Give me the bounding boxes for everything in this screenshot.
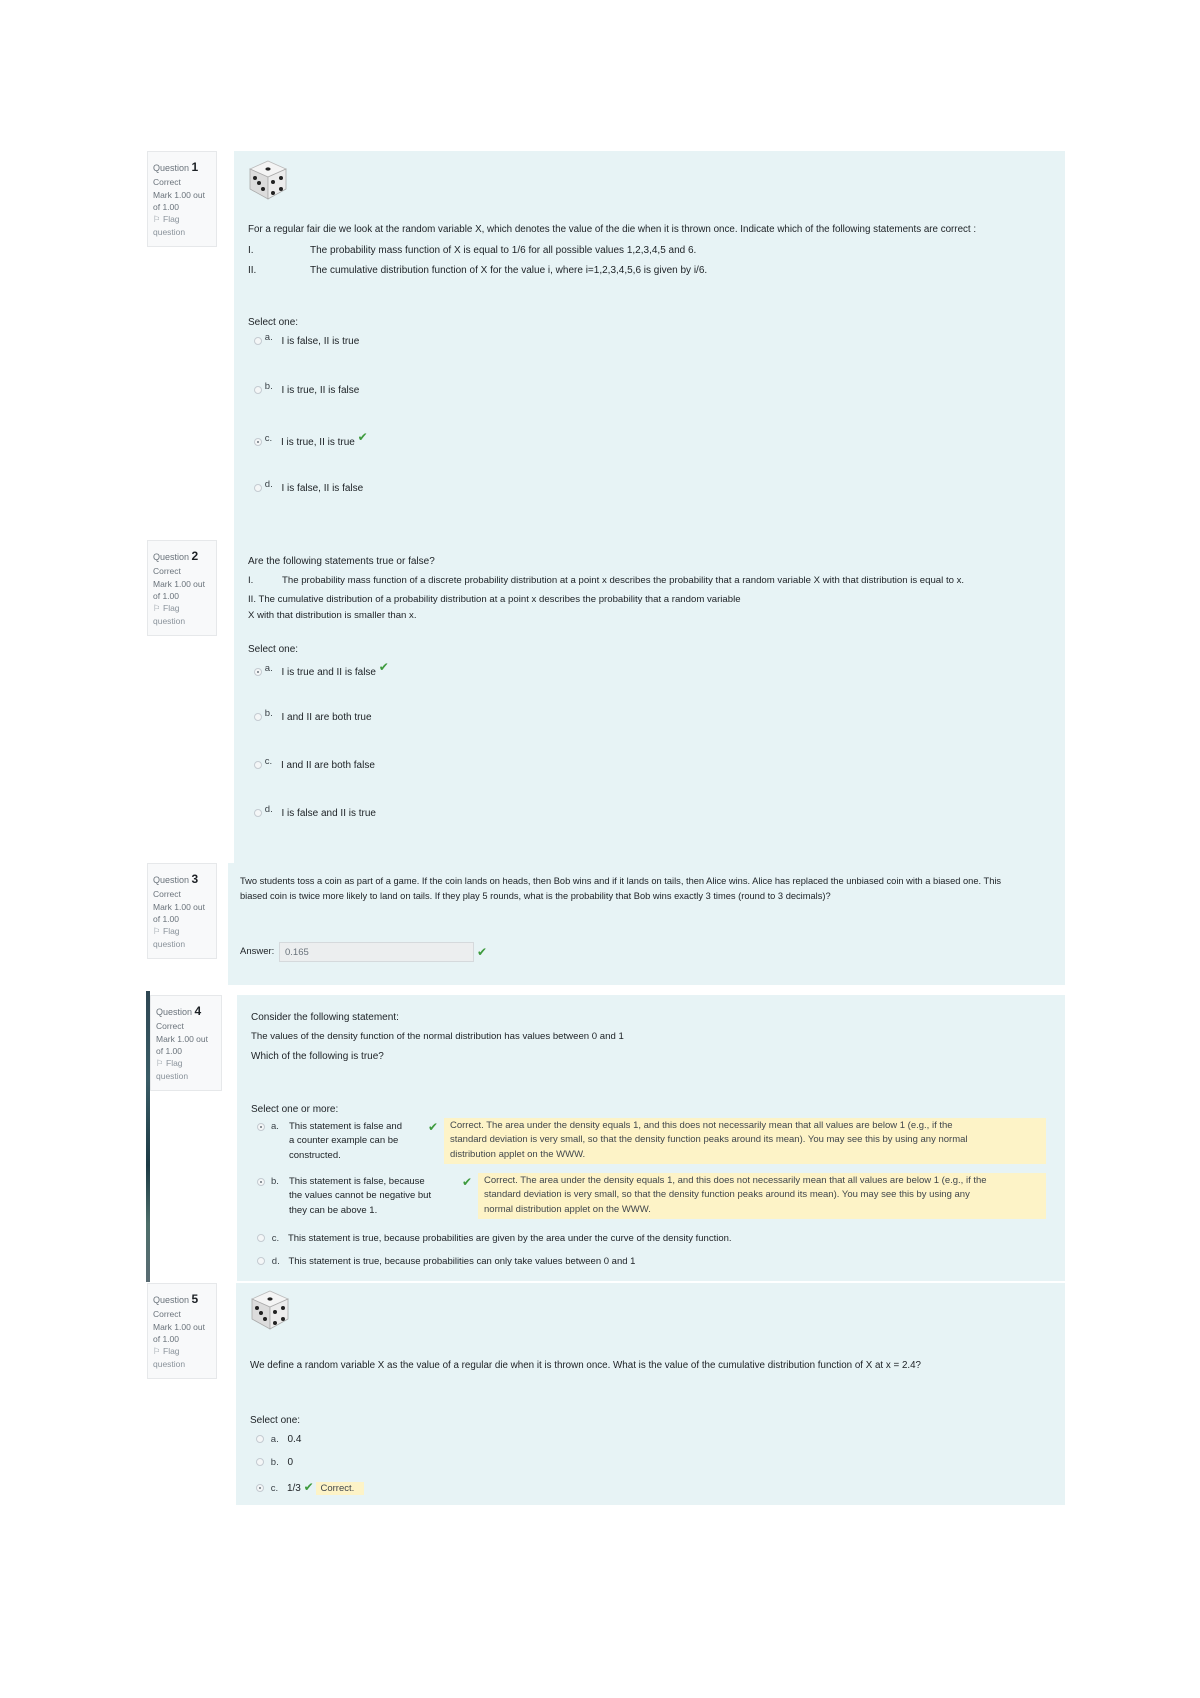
- answer-label: Answer:: [240, 946, 275, 957]
- question-stem-line-1: Two students toss a coin as part of a game. If the coin lands on heads, then Bob wins and if it lands on tails, then Alice wins. Alice has replaced the unbiased coin with a biased one. This: [240, 876, 1002, 886]
- radio-button[interactable]: [254, 761, 262, 769]
- checkbox-selected[interactable]: [257, 1178, 265, 1186]
- question-mark: Mark 1.00 out of 1.00: [153, 1321, 205, 1345]
- flag-question-link[interactable]: ⚐ Flag question: [156, 1058, 189, 1081]
- question-state: Correct: [153, 177, 181, 188]
- question-info-4: Question 4 Correct Mark 1.00 out of 1.00 ⚐ Flag question: [150, 995, 222, 1091]
- question-info-1: Question 1 Correct Mark 1.00 out of 1.00 ⚐ Flag question: [147, 151, 217, 247]
- checkbox-selected[interactable]: [257, 1123, 265, 1131]
- statement-2-line-2: X with that distribution is smaller than x.: [248, 610, 417, 621]
- checkmark-icon: ✔: [462, 1175, 473, 1189]
- question-info-5: Question 5 Correct Mark 1.00 out of 1.00 ⚐ Flag question: [147, 1283, 217, 1379]
- option-c[interactable]: c. 1/3 ✔ Correct.: [256, 1478, 364, 1496]
- flag-question-link[interactable]: ⚐ Flag question: [153, 214, 186, 237]
- checkmark-icon: ✔: [477, 945, 488, 959]
- option-a[interactable]: a. 0.4: [256, 1432, 301, 1447]
- question-state: Correct: [153, 889, 181, 900]
- question-number: 1: [191, 160, 199, 174]
- question-number: 2: [191, 549, 199, 563]
- question-content-1: [234, 151, 1065, 544]
- dice-icon: [246, 158, 290, 202]
- question-state: Correct: [153, 1309, 181, 1320]
- checkmark-icon: ✔: [428, 1120, 439, 1134]
- option-d[interactable]: d. I is false and II is true: [254, 806, 376, 821]
- question-mark: Mark 1.00 out of 1.00: [153, 189, 205, 213]
- option-d[interactable]: d. This statement is true, because probabilities can only take values between 0 and 1: [257, 1254, 635, 1269]
- radio-button[interactable]: [254, 809, 262, 817]
- question-prompt: Which of the following is true?: [251, 1051, 384, 1062]
- radio-button[interactable]: [254, 484, 262, 492]
- statement-2-line-1: II. The cumulative distribution of a probability distribution at a point x describes the probability that a random variable: [248, 594, 741, 605]
- dice-icon: [248, 1288, 292, 1332]
- question-intro: Consider the following statement:: [251, 1012, 399, 1023]
- question-statement: The values of the density function of the normal distribution has values between 0 and 1: [251, 1031, 624, 1042]
- select-label: Select one or more:: [251, 1104, 339, 1115]
- question-mark: Mark 1.00 out of 1.00: [153, 901, 205, 925]
- statement-1: I. The probability mass function of a discrete probability distribution at a point x describes the probability that a random variable X with that distribution is equal to x.: [248, 575, 965, 586]
- checkbox[interactable]: [257, 1234, 265, 1242]
- question-content-2: [234, 540, 1065, 864]
- select-label: Select one:: [250, 1415, 301, 1426]
- question-stem-line-2: biased coin is twice more likely to land on tails. If they play 5 rounds, what is the probability that Bob wins exactly 3 times (round to 3 decimals)?: [240, 891, 831, 901]
- question-state: Correct: [156, 1021, 184, 1032]
- question-number: 3: [191, 872, 199, 886]
- checkmark-icon: ✔: [378, 660, 389, 674]
- feedback-box: Correct. The area under the density equals 1, and this does not necessarily mean that all values are below 1 (e.g., if the standard deviation is very small, so that the density function peaks around its mean). You may see this by using any normal distribution applet on the WWW.: [478, 1173, 1046, 1219]
- radio-button[interactable]: [254, 713, 262, 721]
- question-stem: We define a random variable X as the value of a regular die when it is thrown once. What is the value of the cumulative distribution function of X at x = 2.4?: [250, 1360, 922, 1371]
- radio-button[interactable]: [256, 1458, 264, 1466]
- feedback-box: Correct.: [316, 1482, 364, 1495]
- question-content-4: [237, 995, 1065, 1281]
- question-mark: Mark 1.00 out of 1.00: [156, 1033, 208, 1057]
- question-number: 5: [191, 1292, 199, 1306]
- flag-icon: ⚐: [153, 214, 161, 225]
- option-c[interactable]: c. I and II are both false: [254, 758, 375, 773]
- checkmark-icon: ✔: [357, 430, 368, 444]
- flag-icon: ⚐: [153, 926, 161, 937]
- question-info-2: Question 2 Correct Mark 1.00 out of 1.00 ⚐ Flag question: [147, 540, 217, 636]
- option-b[interactable]: b. This statement is false, because the values cannot be negative but they can be above 1. ✔ Correct. The area under the density equals 1, and this does not necessarily mean that all values are below 1 (e.g., if the standard deviation is very small, so that the density function peaks around its mean). You may see this by using any normal distribution applet on the WWW.: [257, 1175, 1047, 1219]
- statement-1: I. The probability mass function of X is equal to 1/6 for all possible values 1,2,3,4,5 and 6.: [248, 245, 697, 256]
- option-a[interactable]: a. This statement is false and a counter example can be constructed. ✔ Correct. The area under the density equals 1, and this does not necessarily mean that all values are below 1 (e.g., if the standard deviation is very small, so that the density function peaks around its mean). You may see this by using any normal distribution applet on the WWW.: [257, 1120, 1047, 1164]
- question-state: Correct: [153, 566, 181, 577]
- option-c[interactable]: c. This statement is true, because probabilities are given by the area under the curve of the density function.: [257, 1231, 732, 1246]
- answer-input[interactable]: 0.165: [279, 942, 474, 962]
- option-a[interactable]: a. I is true and II is false ✔: [254, 662, 389, 680]
- flag-icon: ⚐: [153, 603, 161, 614]
- flag-icon: ⚐: [156, 1058, 164, 1069]
- question-stem: For a regular fair die we look at the random variable X, which denotes the value of the die when it is thrown once. Indicate which of the following statements are correct :: [248, 224, 977, 235]
- option-c[interactable]: c. I is true, II is true ✔: [254, 432, 368, 450]
- question-content-3: [228, 863, 1065, 985]
- question-stem: Are the following statements true or false?: [248, 556, 435, 567]
- statement-2: II. The cumulative distribution function of X for the value i, where i=1,2,3,4,5,6 is given by i/6.: [248, 265, 708, 276]
- radio-button[interactable]: [254, 337, 262, 345]
- question-info-3: Question 3 Correct Mark 1.00 out of 1.00 ⚐ Flag question: [147, 863, 217, 959]
- radio-button[interactable]: [256, 1435, 264, 1443]
- radio-button[interactable]: [254, 386, 262, 394]
- radio-button-selected[interactable]: [254, 668, 262, 676]
- option-a[interactable]: a. I is false, II is true: [254, 334, 359, 349]
- option-b[interactable]: b. I and II are both true: [254, 710, 372, 725]
- radio-button-selected[interactable]: [256, 1484, 264, 1492]
- select-label: Select one:: [248, 644, 299, 655]
- flag-question-link[interactable]: ⚐ Flag question: [153, 926, 186, 949]
- flag-icon: ⚐: [153, 1346, 161, 1357]
- checkbox[interactable]: [257, 1257, 265, 1265]
- option-b[interactable]: b. I is true, II is false: [254, 383, 359, 398]
- flag-question-link[interactable]: ⚐ Flag question: [153, 1346, 186, 1369]
- option-b[interactable]: b. 0: [256, 1455, 293, 1470]
- question-mark: Mark 1.00 out of 1.00: [153, 578, 205, 602]
- flag-question-link[interactable]: ⚐ Flag question: [153, 603, 186, 626]
- checkmark-icon: ✔: [303, 1480, 314, 1494]
- question-content-5: [236, 1283, 1065, 1505]
- radio-button-selected[interactable]: [254, 438, 262, 446]
- select-label: Select one:: [248, 317, 299, 328]
- question-number: 4: [194, 1004, 202, 1018]
- option-d[interactable]: d. I is false, II is false: [254, 481, 363, 496]
- feedback-box: Correct. The area under the density equals 1, and this does not necessarily mean that all values are below 1 (e.g., if the standard deviation is very small, so that the density function peaks around its mean). You may see this by using any normal distribution applet on the WWW.: [444, 1118, 1046, 1164]
